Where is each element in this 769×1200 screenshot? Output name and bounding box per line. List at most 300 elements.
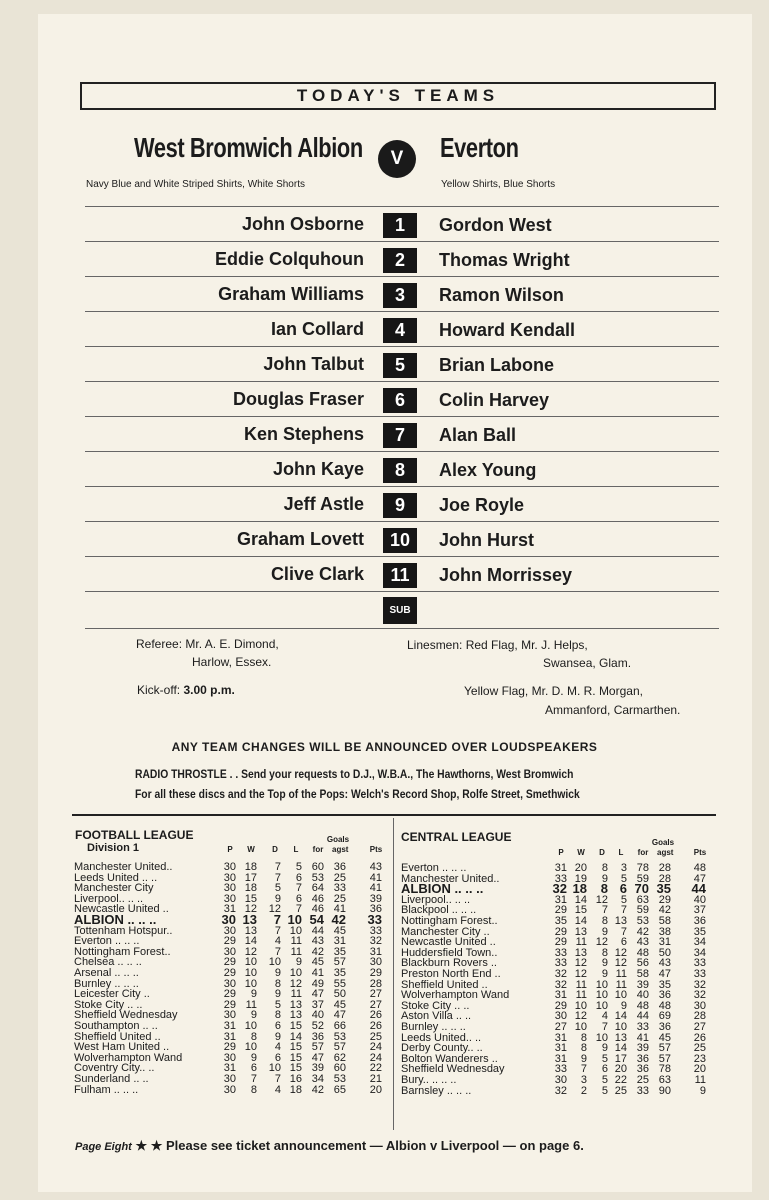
stat-f: 58: [636, 968, 649, 980]
stat-f: 52: [311, 1020, 324, 1032]
stat-pts: 32: [693, 989, 706, 1002]
team-name: Sheffield United ..: [74, 1030, 161, 1043]
stat-a: 47: [333, 1009, 346, 1022]
home-player: Eddie Colquhoun: [215, 249, 364, 269]
stat-f: 48: [636, 946, 649, 959]
stat-p: 30: [223, 892, 236, 905]
stat-l: 15: [289, 1062, 302, 1075]
home-player: John Osborne: [241, 214, 364, 234]
team-name: Aston Villa .. ..: [401, 1010, 472, 1023]
stat-f: 63: [636, 893, 649, 906]
stat-w: 10: [244, 1020, 257, 1032]
table-row: [74, 912, 394, 927]
stat-a: 41: [333, 903, 346, 916]
stat-p: 30: [223, 871, 236, 884]
team-name: Everton .. .. ..: [74, 935, 140, 948]
stat-p: 29: [554, 999, 567, 1012]
team-name: Bury.. .. .. ..: [401, 1074, 457, 1086]
stat-l: 6: [619, 881, 627, 897]
home-player: Graham Williams: [218, 284, 364, 304]
stat-pts: 32: [369, 935, 382, 948]
stat-d: 8: [601, 915, 608, 927]
stat-a: 25: [333, 871, 346, 884]
stat-w: 14: [244, 935, 257, 948]
away-player: Colin Harvey: [439, 390, 550, 410]
away-player: Gordon West: [439, 215, 552, 235]
stat-d: 9: [274, 988, 281, 1001]
away-player: Howard Kendall: [439, 320, 576, 340]
stat-pts: 33: [369, 924, 382, 937]
column-header-l: L: [618, 848, 624, 857]
stat-l: 5: [620, 893, 627, 906]
stat-l: 5: [295, 861, 302, 873]
stat-pts: 27: [693, 1021, 706, 1033]
stat-l: 10: [614, 1021, 627, 1033]
stat-a: 45: [658, 1031, 671, 1044]
stat-pts: 43: [369, 861, 382, 873]
team-name: Blackburn Rovers ..: [401, 957, 497, 970]
stat-a: 53: [333, 1073, 346, 1085]
stat-p: 30: [554, 1074, 567, 1086]
stat-f: 42: [311, 945, 324, 958]
stat-d: 9: [274, 1030, 281, 1043]
stat-a: 28: [658, 872, 671, 885]
divider: [72, 814, 716, 816]
row-divider: [85, 556, 719, 557]
home-player: Ken Stephens: [243, 424, 364, 444]
stat-p: 31: [554, 989, 567, 1002]
stat-a: 50: [333, 988, 346, 1001]
team-name: Wolverhampton Wand: [74, 1051, 183, 1064]
versus-badge: V: [378, 140, 416, 178]
yellow-flag-label: Yellow Flag,: [464, 684, 529, 698]
stat-f: 43: [311, 935, 324, 948]
stat-l: 10: [287, 912, 302, 927]
stat-d: 8: [274, 977, 281, 990]
stat-d: 10: [595, 978, 608, 991]
stat-d: 10: [595, 999, 608, 1012]
stat-w: 12: [244, 903, 257, 916]
stat-d: 12: [595, 936, 608, 949]
stat-pts: 26: [693, 1031, 706, 1044]
stat-d: 7: [274, 1073, 281, 1085]
stat-pts: 35: [693, 925, 706, 938]
stat-f: 45: [311, 956, 324, 969]
stat-w: 9: [250, 1051, 257, 1064]
team-name: Manchester United..: [401, 872, 500, 885]
away-team-name: Everton: [440, 132, 519, 163]
stat-pts: 33: [367, 912, 382, 927]
stat-w: 15: [244, 892, 257, 905]
stat-l: 7: [295, 903, 302, 916]
stat-p: 29: [554, 936, 567, 949]
table-row: [401, 969, 721, 980]
stat-p: 29: [223, 998, 236, 1011]
referee-place: Harlow, Essex.: [192, 655, 272, 669]
stat-f: 42: [636, 925, 649, 938]
stat-d: 7: [274, 861, 281, 873]
stat-p: 27: [554, 1021, 567, 1033]
stat-p: 31: [554, 1031, 567, 1044]
stat-f: 39: [636, 1042, 649, 1055]
stat-f: 44: [311, 924, 324, 937]
stat-pts: 24: [369, 1041, 382, 1054]
stat-f: 37: [311, 998, 324, 1011]
stat-pts: 41: [369, 882, 382, 895]
stat-d: 7: [601, 1021, 608, 1033]
team-name: Newcastle United ..: [74, 903, 169, 916]
row-divider: [85, 416, 719, 417]
stat-a: 42: [658, 904, 671, 917]
home-player: Clive Clark: [270, 564, 364, 584]
stat-d: 5: [601, 1084, 608, 1097]
stat-w: 13: [574, 946, 587, 959]
team-name: Sheffield Wednesday: [401, 1063, 505, 1076]
yellow-flag-line: [464, 684, 643, 698]
shirt-number: 10: [383, 528, 417, 553]
stat-w: 7: [250, 1073, 257, 1085]
row-divider: [85, 486, 719, 487]
stat-f: 59: [636, 904, 649, 917]
stat-w: 10: [574, 999, 587, 1012]
table-row: [74, 862, 394, 873]
stat-a: 36: [333, 861, 346, 873]
stat-d: 10: [268, 956, 281, 969]
stat-d: 9: [601, 968, 608, 980]
stat-d: 6: [274, 1020, 281, 1032]
stat-pts: 44: [691, 881, 706, 897]
red-flag-place: Swansea, Glam.: [543, 656, 632, 670]
home-player: John Kaye: [272, 459, 364, 479]
stat-d: 10: [268, 1062, 281, 1075]
stat-d: 4: [601, 1010, 608, 1023]
stat-a: 29: [658, 893, 671, 906]
stat-d: 9: [601, 925, 608, 938]
stat-w: 12: [574, 1010, 587, 1023]
stat-d: 5: [601, 1074, 608, 1086]
ticket-announcement: Please see ticket announcement — Albion v Liverpool — on page 6.: [166, 1138, 584, 1153]
stat-a: 55: [333, 977, 346, 990]
stat-f: 36: [636, 1052, 649, 1065]
stat-a: 38: [658, 925, 671, 938]
away-player: Ramon Wilson: [439, 285, 564, 305]
stat-pts: 28: [369, 977, 382, 990]
stat-f: 41: [636, 1031, 649, 1044]
stat-p: 32: [554, 968, 567, 980]
linesmen-label: Linesmen: Red Flag,: [407, 638, 518, 652]
team-name: Burnley .. .. ..: [74, 977, 139, 990]
stat-pts: 21: [369, 1073, 382, 1085]
stat-w: 18: [572, 881, 587, 897]
shirt-number: 6: [383, 388, 417, 413]
team-name: Leicester City ..: [74, 988, 150, 1001]
stat-l: 15: [289, 1051, 302, 1064]
stat-d: 9: [601, 872, 608, 885]
stat-a: 48: [658, 999, 671, 1012]
stat-pts: 27: [369, 988, 382, 1001]
column-header-agst: agst: [332, 845, 349, 854]
table-row: [401, 863, 721, 874]
stat-a: 45: [333, 924, 346, 937]
stat-p: 30: [223, 861, 236, 873]
table-row: [401, 916, 721, 927]
stat-d: 7: [274, 924, 281, 937]
home-player: Graham Lovett: [236, 529, 364, 549]
column-header-w: W: [577, 848, 585, 857]
shirt-number: 3: [383, 283, 417, 308]
stat-d: 8: [600, 881, 608, 897]
stat-p: 32: [552, 881, 567, 897]
stat-p: 30: [223, 1073, 236, 1085]
stat-w: 14: [574, 893, 587, 906]
team-name: Sheffield United ..: [401, 978, 488, 991]
stat-w: 19: [574, 872, 587, 885]
stat-w: 10: [244, 977, 257, 990]
stat-pts: 28: [693, 1010, 706, 1023]
away-player: John Hurst: [439, 530, 535, 550]
team-name: Southampton .. ..: [74, 1020, 158, 1032]
stat-w: 9: [250, 1009, 257, 1022]
stat-p: 29: [223, 988, 236, 1001]
stat-f: 60: [311, 861, 324, 873]
stat-d: 7: [274, 945, 281, 958]
stat-f: 53: [636, 915, 649, 927]
shirt-number: 5: [383, 353, 417, 378]
central-league-title: CENTRAL LEAGUE: [401, 830, 512, 844]
kickoff-line: [137, 683, 235, 697]
team-name: ALBION .. .. ..: [74, 912, 157, 927]
stat-p: 35: [554, 915, 567, 927]
stat-pts: 40: [693, 893, 706, 906]
stat-pts: 20: [369, 1083, 382, 1096]
team-name: Liverpool.. .. ..: [74, 892, 144, 905]
stat-l: 20: [614, 1063, 627, 1076]
stat-a: 57: [333, 956, 346, 969]
stat-w: 13: [242, 912, 257, 927]
stat-f: 49: [311, 977, 324, 990]
stat-d: 8: [601, 946, 608, 959]
stat-l: 14: [289, 1030, 302, 1043]
kickoff-label: Kick-off:: [137, 683, 181, 697]
team-name: Nottingham Forest..: [74, 945, 171, 958]
row-divider: [85, 241, 719, 242]
stat-pts: 34: [693, 946, 706, 959]
football-league-title: FOOTBALL LEAGUE: [75, 828, 194, 842]
team-name: Stoke City .. ..: [401, 999, 470, 1012]
team-name: Preston North End ..: [401, 968, 501, 980]
stat-a: 35: [333, 967, 346, 979]
stat-w: 10: [244, 1041, 257, 1054]
team-name: Leeds United.. ..: [401, 1031, 482, 1044]
column-header-agst: agst: [657, 848, 674, 857]
stat-w: 9: [580, 1052, 587, 1065]
shirt-number: 4: [383, 318, 417, 343]
column-header-pts: Pts: [693, 848, 707, 857]
stat-p: 30: [223, 924, 236, 937]
stat-a: 90: [658, 1084, 671, 1097]
stat-f: 40: [636, 989, 649, 1002]
stat-l: 18: [289, 1083, 302, 1096]
stat-f: 57: [311, 1041, 324, 1054]
stat-a: 60: [333, 1062, 346, 1075]
away-kit-description: Yellow Shirts, Blue Shorts: [441, 179, 556, 190]
stat-f: 25: [636, 1074, 649, 1086]
stat-p: 30: [223, 882, 236, 895]
stat-a: 47: [658, 968, 671, 980]
stat-d: 12: [268, 903, 281, 916]
stat-p: 30: [221, 912, 236, 927]
away-player: John Morrissey: [439, 565, 573, 585]
radio-throstle-line: RADIO THROSTLE . . Send your requests to D.J., W.B.A., The Hawthorns, West Bromwich: [135, 767, 574, 781]
stat-a: 45: [333, 998, 346, 1011]
stat-f: 34: [311, 1073, 324, 1085]
stat-l: 11: [615, 968, 627, 980]
stat-p: 30: [223, 945, 236, 958]
row-divider: [85, 381, 719, 382]
stat-l: 16: [289, 1073, 302, 1085]
stat-f: 70: [634, 881, 649, 897]
stat-a: 63: [658, 1074, 671, 1086]
stat-pts: 25: [369, 1030, 382, 1043]
stat-w: 15: [574, 904, 587, 917]
stat-f: 33: [636, 1021, 649, 1033]
stat-pts: 26: [369, 1009, 382, 1022]
stat-pts: 25: [693, 1042, 706, 1055]
stat-d: 12: [595, 893, 608, 906]
stat-w: 11: [245, 998, 257, 1011]
referee-name: Mr. A. E. Dimond,: [185, 637, 279, 651]
kickoff-time: 3.00 p.m.: [183, 683, 235, 697]
stat-f: 56: [636, 957, 649, 970]
stat-l: 25: [614, 1084, 627, 1097]
team-name: ALBION .. .. ..: [401, 881, 484, 897]
stat-l: 13: [614, 1031, 627, 1044]
stat-w: 9: [250, 988, 257, 1001]
yellow-flag-name: Mr. D. M. R. Morgan,: [531, 684, 643, 698]
stat-pts: 30: [369, 956, 382, 969]
team-name: Blackpool .. .. ..: [401, 904, 477, 917]
team-changes-notice: ANY TEAM CHANGES WILL BE ANNOUNCED OVER LOUDSPEAKERS: [171, 740, 598, 754]
stat-w: 20: [574, 862, 587, 874]
team-name: Newcastle United ..: [401, 936, 496, 949]
stat-f: 47: [311, 988, 324, 1001]
stat-w: 8: [250, 1083, 257, 1096]
shirt-number: 9: [383, 493, 417, 518]
stat-a: 28: [658, 862, 671, 874]
home-player: Jeff Astle: [283, 494, 364, 514]
stat-pts: 26: [369, 1020, 382, 1032]
stat-p: 29: [223, 956, 236, 969]
stat-f: 64: [311, 882, 324, 895]
stat-f: 36: [311, 1030, 324, 1043]
stat-f: 53: [311, 871, 324, 884]
row-divider: [85, 591, 719, 592]
column-header-p: P: [227, 845, 233, 854]
stat-f: 48: [636, 999, 649, 1012]
stat-p: 30: [554, 1010, 567, 1023]
stat-d: 5: [601, 1052, 608, 1065]
stat-pts: 36: [693, 915, 706, 927]
home-player: Ian Collard: [270, 319, 364, 339]
stat-w: 18: [244, 861, 257, 873]
stat-d: 7: [274, 871, 281, 884]
stat-l: 10: [289, 924, 302, 937]
stat-f: 33: [636, 1084, 649, 1097]
stat-p: 29: [554, 925, 567, 938]
stat-f: 54: [309, 912, 324, 927]
stat-a: 33: [333, 882, 346, 895]
team-name: Fulham .. .. ..: [74, 1083, 139, 1096]
stat-f: 42: [311, 1083, 324, 1096]
away-player: Alan Ball: [439, 425, 517, 445]
stat-f: 47: [311, 1051, 324, 1064]
column-header-for: for: [312, 845, 324, 854]
shirt-number: 8: [383, 458, 417, 483]
stat-pts: 47: [693, 872, 706, 885]
stat-w: 8: [580, 1042, 587, 1055]
stat-p: 33: [554, 957, 567, 970]
stat-f: 78: [636, 862, 649, 874]
column-header-w: W: [247, 845, 255, 854]
row-divider: [85, 346, 719, 347]
stat-d: 7: [601, 904, 608, 917]
stat-w: 12: [574, 957, 587, 970]
away-player: Thomas Wright: [439, 250, 570, 270]
stat-p: 30: [223, 977, 236, 990]
stat-p: 30: [223, 1051, 236, 1064]
stat-w: 10: [574, 1021, 587, 1033]
stat-p: 29: [554, 904, 567, 917]
page-number: Page Eight: [75, 1141, 132, 1153]
stat-a: 35: [656, 881, 671, 897]
stat-w: 17: [244, 871, 257, 884]
stars-icon: ★ ★: [135, 1138, 163, 1153]
stat-pts: 36: [369, 903, 382, 916]
column-header-p: P: [558, 848, 564, 857]
stat-d: 5: [274, 882, 281, 895]
stat-w: 8: [250, 1030, 257, 1043]
team-name: Burnley .. .. ..: [401, 1021, 466, 1033]
column-header-goals: Goals: [651, 838, 675, 847]
stat-l: 11: [290, 988, 302, 1001]
stat-pts: 34: [693, 936, 706, 949]
stat-l: 12: [614, 957, 627, 970]
stat-f: 39: [311, 1062, 324, 1075]
stat-p: 31: [223, 1062, 236, 1075]
referee-label: Referee:: [136, 637, 183, 651]
stat-l: 12: [614, 946, 627, 959]
team-name: Manchester City ..: [401, 925, 490, 938]
stat-l: 9: [295, 956, 302, 969]
stat-l: 14: [614, 1042, 627, 1055]
row-divider: [85, 451, 719, 452]
column-header-d: D: [599, 848, 605, 857]
stat-l: 22: [614, 1074, 627, 1086]
stat-p: 29: [223, 967, 236, 979]
table-row: [401, 1022, 721, 1033]
team-name: Wolverhampton Wand: [401, 989, 510, 1002]
stat-d: 10: [595, 989, 608, 1002]
stat-l: 6: [295, 892, 302, 905]
team-name: Coventry City.. ..: [74, 1062, 155, 1075]
stat-l: 11: [615, 978, 627, 991]
stat-a: 35: [658, 978, 671, 991]
column-header-pts: Pts: [369, 845, 383, 854]
stat-w: 8: [580, 1031, 587, 1044]
table-row: [74, 1021, 394, 1032]
stat-l: 13: [289, 1009, 302, 1022]
stat-l: 7: [620, 904, 627, 917]
